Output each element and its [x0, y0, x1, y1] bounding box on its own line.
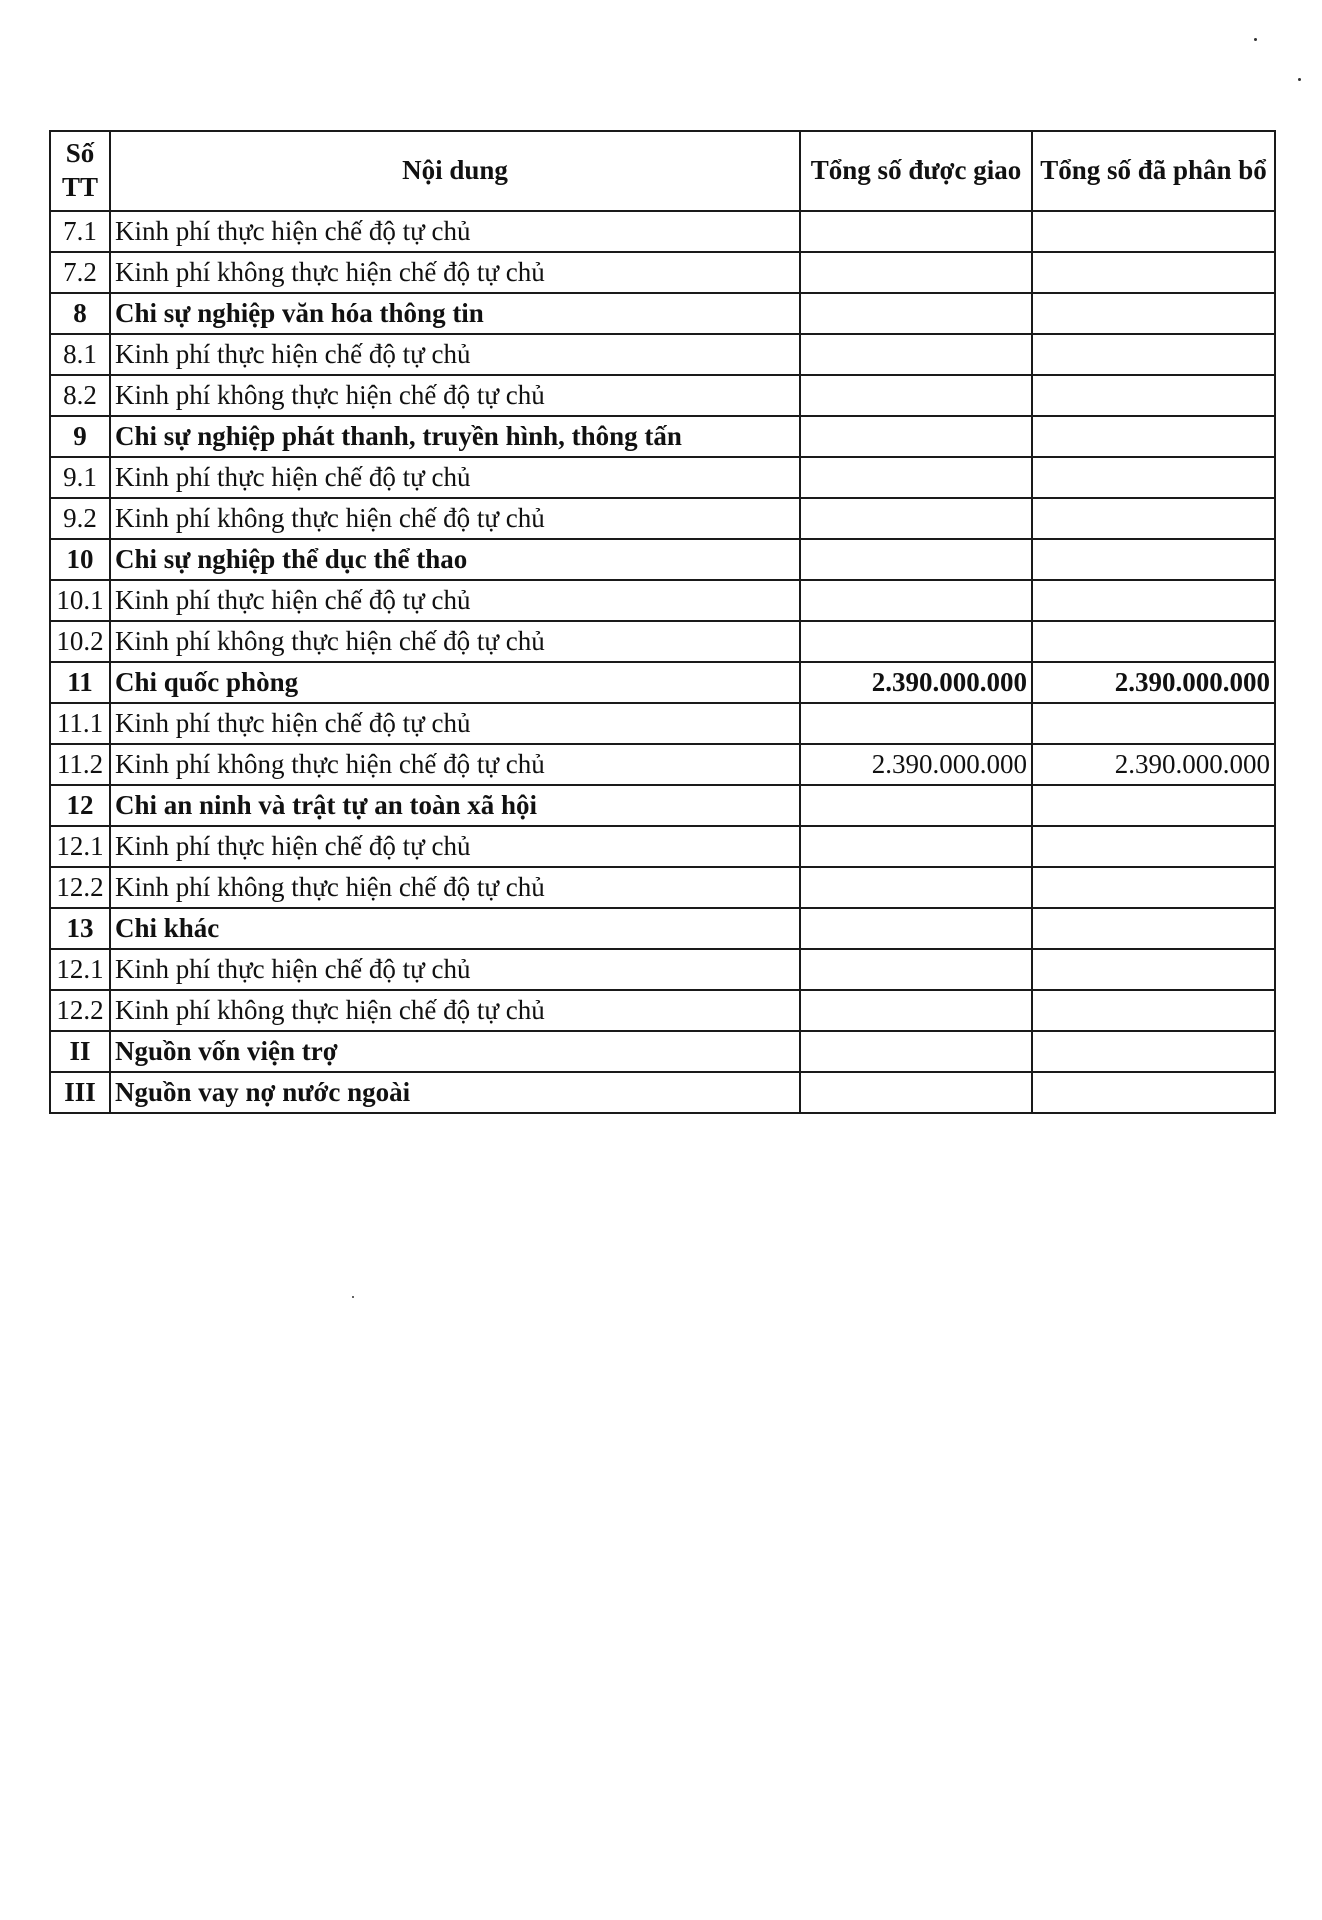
cell-stt: 7.1: [50, 211, 110, 252]
cell-phanbo: [1032, 949, 1275, 990]
table-row: [50, 252, 1275, 293]
cell-giao: [800, 252, 1032, 293]
cell-content: Kinh phí không thực hiện chế độ tự chủ: [110, 621, 800, 662]
table-row: [50, 457, 1275, 498]
cell-stt: 9.2: [50, 498, 110, 539]
cell-content: Kinh phí thực hiện chế độ tự chủ: [110, 211, 800, 252]
cell-giao: [800, 826, 1032, 867]
table-row: [50, 621, 1275, 662]
cell-phanbo: [1032, 498, 1275, 539]
cell-phanbo: [1032, 867, 1275, 908]
cell-giao: [800, 211, 1032, 252]
cell-stt: III: [50, 1072, 110, 1113]
table-row: [50, 334, 1275, 375]
cell-phanbo: 2.390.000.000: [1032, 744, 1275, 785]
table-row: [50, 211, 1275, 252]
cell-giao: [800, 498, 1032, 539]
cell-giao: [800, 703, 1032, 744]
table-row: [50, 293, 1275, 334]
cell-phanbo: [1032, 621, 1275, 662]
cell-giao: 2.390.000.000: [800, 744, 1032, 785]
cell-stt: 12.1: [50, 826, 110, 867]
table-body: [50, 211, 1275, 1113]
cell-phanbo: [1032, 416, 1275, 457]
budget-table: [49, 130, 1276, 1114]
table-row: [50, 785, 1275, 826]
cell-stt: 9: [50, 416, 110, 457]
table-row: [50, 1072, 1275, 1113]
cell-giao: [800, 334, 1032, 375]
cell-phanbo: [1032, 1031, 1275, 1072]
cell-phanbo: [1032, 375, 1275, 416]
cell-stt: 8.2: [50, 375, 110, 416]
cell-phanbo: [1032, 211, 1275, 252]
cell-stt: 10: [50, 539, 110, 580]
cell-phanbo: [1032, 990, 1275, 1031]
table-row: [50, 990, 1275, 1031]
cell-content: Kinh phí không thực hiện chế độ tự chủ: [110, 498, 800, 539]
scan-speck: [1254, 38, 1257, 41]
cell-stt: 7.2: [50, 252, 110, 293]
cell-content: Nguồn vay nợ nước ngoài: [110, 1072, 800, 1113]
cell-stt: 10.1: [50, 580, 110, 621]
cell-stt: 9.1: [50, 457, 110, 498]
cell-giao: [800, 908, 1032, 949]
cell-giao: [800, 375, 1032, 416]
cell-giao: [800, 867, 1032, 908]
table-row: [50, 867, 1275, 908]
cell-stt: 12.2: [50, 990, 110, 1031]
cell-stt: 11.1: [50, 703, 110, 744]
cell-giao: [800, 785, 1032, 826]
header-stt: Số TT: [50, 131, 110, 211]
cell-phanbo: [1032, 293, 1275, 334]
cell-content: Chi sự nghiệp văn hóa thông tin: [110, 293, 800, 334]
table-row: [50, 826, 1275, 867]
table-row: [50, 703, 1275, 744]
cell-giao: [800, 457, 1032, 498]
cell-content: Kinh phí không thực hiện chế độ tự chủ: [110, 252, 800, 293]
cell-phanbo: [1032, 908, 1275, 949]
cell-phanbo: [1032, 457, 1275, 498]
cell-content: Kinh phí không thực hiện chế độ tự chủ: [110, 744, 800, 785]
cell-giao: [800, 416, 1032, 457]
cell-phanbo: [1032, 703, 1275, 744]
table-row: [50, 949, 1275, 990]
header-content: Nội dung: [110, 131, 800, 211]
header-giao: Tổng số được giao: [800, 131, 1032, 211]
cell-phanbo: [1032, 1072, 1275, 1113]
cell-stt: 8: [50, 293, 110, 334]
cell-content: Kinh phí không thực hiện chế độ tự chủ: [110, 867, 800, 908]
cell-content: Kinh phí không thực hiện chế độ tự chủ: [110, 990, 800, 1031]
scan-speck: [1298, 78, 1301, 81]
cell-phanbo: [1032, 334, 1275, 375]
cell-giao: [800, 1031, 1032, 1072]
table-row: [50, 539, 1275, 580]
cell-phanbo: [1032, 252, 1275, 293]
cell-content: Chi sự nghiệp phát thanh, truyền hình, thông tấn: [110, 416, 800, 457]
cell-content: Chi an ninh và trật tự an toàn xã hội: [110, 785, 800, 826]
cell-content: Kinh phí thực hiện chế độ tự chủ: [110, 457, 800, 498]
table-row: [50, 498, 1275, 539]
cell-stt: 8.1: [50, 334, 110, 375]
cell-stt: 11.2: [50, 744, 110, 785]
cell-phanbo: [1032, 785, 1275, 826]
table-row: [50, 908, 1275, 949]
cell-content: Kinh phí không thực hiện chế độ tự chủ: [110, 375, 800, 416]
cell-giao: [800, 949, 1032, 990]
table-header-row: [50, 131, 1275, 211]
cell-stt: 12.1: [50, 949, 110, 990]
table-row: [50, 1031, 1275, 1072]
cell-content: Nguồn vốn viện trợ: [110, 1031, 800, 1072]
cell-phanbo: [1032, 826, 1275, 867]
table-row: [50, 580, 1275, 621]
cell-stt: 11: [50, 662, 110, 703]
cell-giao: 2.390.000.000: [800, 662, 1032, 703]
table-row: [50, 375, 1275, 416]
cell-stt: II: [50, 1031, 110, 1072]
table-row: [50, 416, 1275, 457]
cell-content: Chi khác: [110, 908, 800, 949]
table-row: [50, 744, 1275, 785]
cell-content: Kinh phí thực hiện chế độ tự chủ: [110, 580, 800, 621]
cell-content: Kinh phí thực hiện chế độ tự chủ: [110, 949, 800, 990]
cell-stt: 12: [50, 785, 110, 826]
cell-phanbo: [1032, 580, 1275, 621]
cell-stt: 13: [50, 908, 110, 949]
cell-content: Chi quốc phòng: [110, 662, 800, 703]
cell-content: Kinh phí thực hiện chế độ tự chủ: [110, 703, 800, 744]
scan-speck: [352, 1296, 354, 1298]
cell-giao: [800, 293, 1032, 334]
cell-content: Chi sự nghiệp thể dục thể thao: [110, 539, 800, 580]
cell-giao: [800, 539, 1032, 580]
cell-content: Kinh phí thực hiện chế độ tự chủ: [110, 334, 800, 375]
header-phanbo: Tổng số đã phân bổ: [1032, 131, 1275, 211]
cell-giao: [800, 621, 1032, 662]
cell-giao: [800, 580, 1032, 621]
cell-stt: 12.2: [50, 867, 110, 908]
table-row: [50, 662, 1275, 703]
cell-giao: [800, 990, 1032, 1031]
cell-giao: [800, 1072, 1032, 1113]
cell-stt: 10.2: [50, 621, 110, 662]
cell-content: Kinh phí thực hiện chế độ tự chủ: [110, 826, 800, 867]
cell-phanbo: 2.390.000.000: [1032, 662, 1275, 703]
cell-phanbo: [1032, 539, 1275, 580]
